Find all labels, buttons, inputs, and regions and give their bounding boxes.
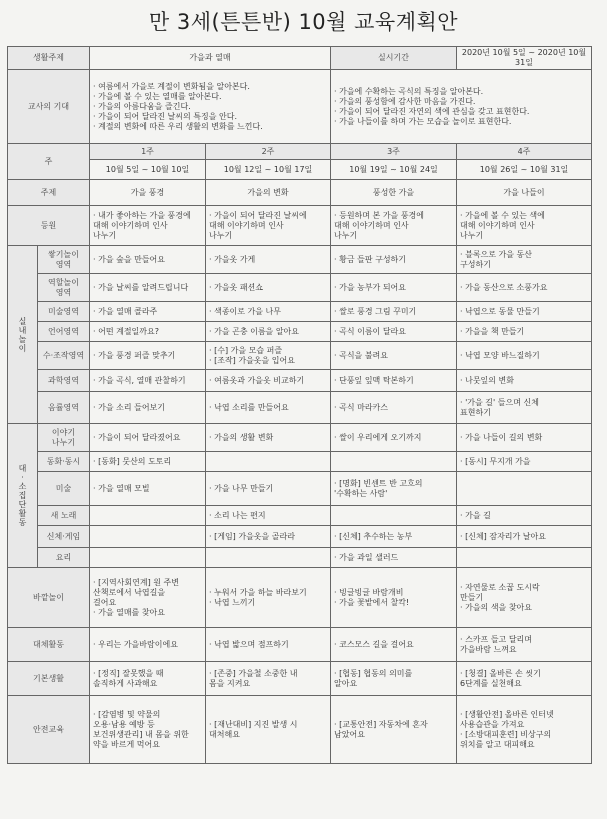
indoor-area-label: 수·조작영역 (38, 342, 90, 370)
indoor-cell: · 가을 동산으로 소풍가요 (457, 274, 592, 302)
large-cell: · 가을 과일 샐러드 (331, 548, 457, 568)
topic-label: 주제 (8, 180, 90, 206)
indoor-cell: · 낙엽 모양 바느질하기 (457, 342, 592, 370)
large-group-label-text: 대·소집단활동 (18, 464, 27, 527)
outdoor-cell: · 빙글빙글 바람개비 · 가을 꽃밭에서 찰칵! (331, 568, 457, 628)
large-activity-label: 새 노래 (38, 506, 90, 526)
indoor-row (8, 274, 592, 302)
basic-cell: · [존중] 가을철 소중한 내 몸을 지켜요 (206, 662, 331, 696)
indoor-cell: · 가을 열매 콜라주 (90, 302, 206, 322)
large-row (8, 506, 592, 526)
large-activity-label: 이야기 나누기 (38, 424, 90, 452)
topic-cell: 가을의 변화 (206, 180, 331, 206)
indoor-cell: · [수] 가을 모습 퍼즐 · [조작] 가을옷을 입어요 (206, 342, 331, 370)
topic-cell: 풍성한 가을 (331, 180, 457, 206)
large-cell (206, 548, 331, 568)
indoor-cell: · 색종이로 가을 나무 (206, 302, 331, 322)
large-cell (457, 472, 592, 506)
indoor-group-label (8, 246, 38, 424)
outdoor-row (8, 568, 592, 628)
indoor-cell: · 낙엽으로 동물 만들기 (457, 302, 592, 322)
week-dates-row (8, 160, 592, 180)
week-dates: 10월 19일 ~ 10월 24일 (331, 160, 457, 180)
transit-label: 대체활동 (8, 628, 90, 662)
indoor-cell: · 가을을 책 만들기 (457, 322, 592, 342)
circle-cell: · 가을에 볼 수 있는 색에 대해 이야기하며 인사 나누기 (457, 206, 592, 246)
week-dates: 10월 26일 ~ 10월 31일 (457, 160, 592, 180)
safety-row (8, 696, 592, 764)
indoor-cell: · 가을 숲을 만들어요 (90, 246, 206, 274)
outdoor-cell: · [지역사회연계] 원 주변 산책로에서 낙엽길을 걸어요 · 가을 열매를 찾아요 (90, 568, 206, 628)
expect-item: · 가을이 되어 달라진 자연의 색에 관심을 갖고 표현한다. (334, 106, 530, 116)
transit-cell: · 우리는 가을바람이에요 (90, 628, 206, 662)
period-value: 2020년 10월 5일 ~ 2020년 10월 31일 (457, 47, 592, 70)
week-label: 주 (8, 144, 90, 180)
indoor-cell: · 가을 풍경 퍼즐 맞추기 (90, 342, 206, 370)
indoor-cell: · 가을 농부가 되어요 (331, 274, 457, 302)
large-cell (90, 548, 206, 568)
expect-right-cell (331, 70, 592, 144)
large-cell: · 소리 나는 편지 (206, 506, 331, 526)
large-cell: · 가을 길 (457, 506, 592, 526)
large-cell: · [명화] 빈센트 반 고흐의 '수확하는 사람' (331, 472, 457, 506)
indoor-cell: · 가을 곡식, 열매 관찰하기 (90, 370, 206, 392)
large-row (8, 548, 592, 568)
outdoor-label: 바깥놀이 (8, 568, 90, 628)
safety-cell: · [교통안전] 자동차에 혼자 남았어요 (331, 696, 457, 764)
week-name: 1주 (90, 144, 206, 160)
basic-label: 기본생활 (8, 662, 90, 696)
large-activity-label: 동화·동시 (38, 452, 90, 472)
theme-label: 생활주제 (8, 47, 90, 70)
indoor-cell: · 나뭇잎의 변화 (457, 370, 592, 392)
indoor-cell: · 가을 날씨를 알려드립니다 (90, 274, 206, 302)
expect-left-list (93, 82, 327, 132)
indoor-cell: · 낙엽 소리를 만들어요 (206, 392, 331, 424)
safety-cell: · [재난대비] 지진 발생 시 대처해요 (206, 696, 331, 764)
large-cell: · [동화] 뭇산의 도토리 (90, 452, 206, 472)
basic-row (8, 662, 592, 696)
theme-value: 가을과 열매 (90, 47, 331, 70)
indoor-row (8, 302, 592, 322)
topic-cell: 가을 풍경 (90, 180, 206, 206)
indoor-area-label: 과학영역 (38, 370, 90, 392)
indoor-row (8, 322, 592, 342)
outdoor-cell: · 누워서 가을 하늘 바라보기 · 낙엽 느끼기 (206, 568, 331, 628)
safety-cell: · [생활안전] 올바른 인터넷 사용습관을 가져요 · [소방대피훈련] 비상구의 위치를 알고 대피해요 (457, 696, 592, 764)
expect-item: · 여름에서 가을로 계절이 변화됨을 알아본다. (93, 81, 250, 91)
large-row (8, 452, 592, 472)
basic-cell: · [정직] 잘못했을 때 솔직하게 사과해요 (90, 662, 206, 696)
indoor-cell: · 가을 곤충 이름을 알아요 (206, 322, 331, 342)
large-cell: · [신체] 잠자리가 날아요 (457, 526, 592, 548)
indoor-row (8, 392, 592, 424)
indoor-row (8, 246, 592, 274)
topic-row (8, 180, 592, 206)
large-row (8, 526, 592, 548)
expect-item: · 가을 나들이를 하며 가는 모습을 놀이로 표현한다. (334, 116, 512, 126)
period-label: 실시기간 (331, 47, 457, 70)
indoor-cell: · 단풍잎 잎맥 탁본하기 (331, 370, 457, 392)
transit-cell: · 코스모스 길을 걸어요 (331, 628, 457, 662)
indoor-cell: · 블록으로 가을 동산 구성하기 (457, 246, 592, 274)
large-cell: · 가을 열매 모빌 (90, 472, 206, 506)
safety-cell: · [감염병 및 약물의 오용·남용 예방 등 보건위생관리] 내 몸을 위한 약을 바르게 먹어요 (90, 696, 206, 764)
expect-item: · 계절의 변화에 따른 우리 생활의 변화를 느낀다. (93, 121, 263, 131)
large-cell (331, 452, 457, 472)
large-cell: · 쌀이 우리에게 오기까지 (331, 424, 457, 452)
week-name: 2주 (206, 144, 331, 160)
expect-right-list (334, 87, 588, 127)
indoor-cell: · 어떤 계절일까요? (90, 322, 206, 342)
circle-cell: · 가을이 되어 달라진 날씨에 대해 이야기하며 인사 나누기 (206, 206, 331, 246)
indoor-area-label: 역할놀이 영역 (38, 274, 90, 302)
large-cell: · [신체] 추수하는 농부 (331, 526, 457, 548)
indoor-cell: · '가을 길' 들으며 신체 표현하기 (457, 392, 592, 424)
large-cell (90, 506, 206, 526)
indoor-cell: · 가을옷 패션쇼 (206, 274, 331, 302)
expect-item: · 가을에 수확하는 곡식의 특징을 알아본다. (334, 86, 484, 96)
circle-row (8, 206, 592, 246)
circle-cell: · 등원하며 본 가을 풍경에 대해 이야기하며 인사 나누기 (331, 206, 457, 246)
large-cell: · 가을의 생활 변화 (206, 424, 331, 452)
indoor-group-label-text: 실내놀이 (18, 316, 27, 353)
indoor-cell: · 곡식 이름이 달라요 (331, 322, 457, 342)
transit-cell: · 낙엽 밟으며 점프하기 (206, 628, 331, 662)
transit-row (8, 628, 592, 662)
week-name: 3주 (331, 144, 457, 160)
indoor-cell: · 쌀로 풍경 그림 꾸미기 (331, 302, 457, 322)
expect-left-cell (90, 70, 331, 144)
large-cell: · [동시] 무지개 가을 (457, 452, 592, 472)
indoor-cell: · 황금 들판 구성하기 (331, 246, 457, 274)
circle-label: 등원 (8, 206, 90, 246)
indoor-cell: · 가을 소리 들어보기 (90, 392, 206, 424)
week-dates: 10월 5일 ~ 10월 10일 (90, 160, 206, 180)
indoor-area-label: 언어영역 (38, 322, 90, 342)
expect-item: · 가을의 풍성함에 감사한 마음을 가진다. (334, 96, 476, 106)
indoor-cell: · 여름옷과 가을옷 비교하기 (206, 370, 331, 392)
basic-cell: · [청결] 올바른 손 씻기 6단계를 실천해요 (457, 662, 592, 696)
safety-label: 안전교육 (8, 696, 90, 764)
large-row (8, 424, 592, 452)
indoor-cell: · 곡식을 불려요 (331, 342, 457, 370)
large-cell (457, 548, 592, 568)
large-cell (206, 452, 331, 472)
indoor-area-label: 음률영역 (38, 392, 90, 424)
plan-table (7, 46, 592, 764)
large-activity-label: 미술 (38, 472, 90, 506)
large-group-label (8, 424, 38, 568)
week-name: 4주 (457, 144, 592, 160)
transit-cell: · 스카프 들고 달리며 가을바람 느껴요 (457, 628, 592, 662)
expect-item: · 가을이 되어 달라진 날씨의 특징을 안다. (93, 111, 238, 121)
large-row (8, 472, 592, 506)
week-dates: 10월 12일 ~ 10월 17일 (206, 160, 331, 180)
indoor-cell: · 곡식 마라카스 (331, 392, 457, 424)
large-cell: · 가을 나무 만들기 (206, 472, 331, 506)
indoor-row (8, 370, 592, 392)
expect-row (8, 70, 592, 144)
topic-cell: 가을 나들이 (457, 180, 592, 206)
expect-label: 교사의 기대 (8, 70, 90, 144)
large-cell (90, 526, 206, 548)
week-name-row (8, 144, 592, 160)
indoor-cell: · 가을옷 가게 (206, 246, 331, 274)
indoor-area-label: 쌓기놀이 영역 (38, 246, 90, 274)
large-activity-label: 신체·게임 (38, 526, 90, 548)
indoor-row (8, 342, 592, 370)
circle-cell: · 내가 좋아하는 가을 풍경에 대해 이야기하며 인사 나누기 (90, 206, 206, 246)
large-cell: · 가을 나들이 길의 변화 (457, 424, 592, 452)
large-activity-label: 요리 (38, 548, 90, 568)
outdoor-cell: · 자연물로 소꿉 도시락 만들기 · 가을의 색을 찾아요 (457, 568, 592, 628)
theme-row (8, 47, 592, 70)
large-cell (331, 506, 457, 526)
large-cell: · [게임] 가을옷을 골라라 (206, 526, 331, 548)
expect-item: · 가을의 아름다움을 즐긴다. (93, 101, 191, 111)
expect-item: · 가을에 볼 수 있는 열매를 알아본다. (93, 91, 222, 101)
indoor-area-label: 미술영역 (38, 302, 90, 322)
page-title: 만 3세(튼튼반) 10월 교육계획안 (148, 10, 459, 34)
basic-cell: · [협동] 협동의 의미를 알아요 (331, 662, 457, 696)
large-cell: · 가을이 되어 달라졌어요 (90, 424, 206, 452)
